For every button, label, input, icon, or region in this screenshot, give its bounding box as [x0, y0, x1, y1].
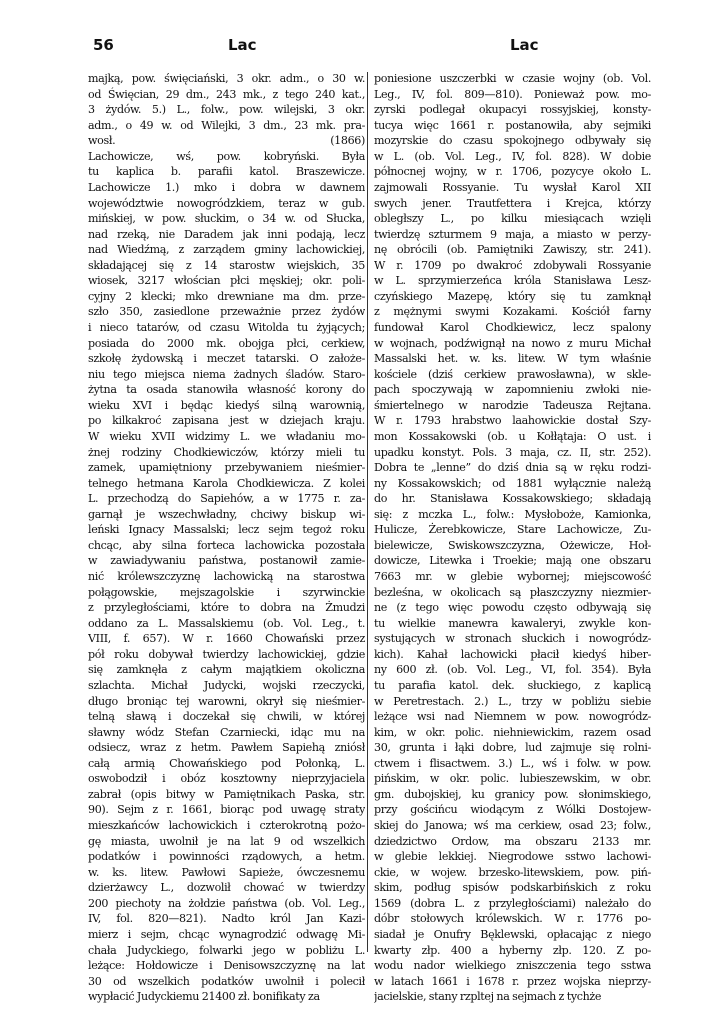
- text-line: nę obrócili (ob. Pamiętniki Zawiszy, str. 241).: [374, 243, 651, 257]
- text-line: szło 350, zasiedlone przeważnie przez żydów: [88, 305, 365, 319]
- text-line: jacielskie, stany rzpltej na sejmach z tychże: [374, 990, 602, 1004]
- text-line: pach spoczywają w zapomnieniu zwłoki nie-: [374, 383, 651, 397]
- text-line: pół roku dobywał twierdzy lachowickiej, gdzie: [88, 647, 365, 661]
- text-line: w zawiadywaniu państwa, postanowił zamie-: [88, 554, 365, 568]
- text-line: od Święcian, 29 dm., 243 mk., z tego 240 kat.,: [88, 87, 365, 101]
- text-line: północnej wojny, w r. 1706, pozycye około L.: [374, 165, 651, 179]
- text-line: IV, fol. 820—821). Nadto król Jan Kazi-: [88, 912, 365, 926]
- page-number: 56: [93, 36, 114, 54]
- text-line: bezleśna, w okolicach są płaszczyzny niezmier-: [374, 585, 651, 599]
- text-line: wiosek, 3217 włościan płci męskiej; okr. poli-: [88, 274, 365, 288]
- text-line: w Peretrestach. 2.) L., trzy w pobliżu siebie: [374, 694, 651, 708]
- text-line: bielewicze, Swiskowszczyzna, Ożewicze, Hoł-: [374, 538, 651, 552]
- text-line: swych jener. Trautfettera i Krejca, którzy: [374, 196, 651, 210]
- text-line: 90). Sejm z r. 1661, biorąc pod uwagę straty: [88, 803, 365, 817]
- text-line: siadał je Onufry Bęklewski, opłacając z niego: [374, 927, 651, 941]
- text-line: szlachta. Michał Judycki, wojski rzeczycki,: [88, 678, 365, 692]
- text-line: żytna ta osada stanowiła własność korony do: [88, 383, 365, 397]
- text-line: do hr. Stanisława Kossakowskiego; składają: [374, 492, 651, 506]
- text-line: i nieco tatarów, od czasu Witolda tu żyjących;: [88, 321, 365, 334]
- text-line: się zamknęła z całym majątkiem okoliczna: [88, 663, 365, 677]
- text-line: przy gościńcu wiodącym z Wólki Dostojew-: [374, 803, 651, 817]
- text-line: 7663 mr. w glebie wybornej; miejscowość: [374, 570, 651, 583]
- text-line: nić królewszczyznę lachowicką na starostwa: [88, 570, 365, 583]
- text-line: ckie, w wojew. brzesko-litewskiem, pow. piń-: [374, 865, 651, 879]
- text-line: w wojnach, podźwignął na nowo z muru Michał: [374, 336, 651, 350]
- text-line: skim, podług spisów podskarbińskich z roku: [374, 881, 651, 895]
- text-line: całą armią Chowańskiego pod Połonką, L.: [88, 756, 365, 770]
- text-line: po kilkakroć zapisana jest w dziejach kraju.: [88, 414, 365, 428]
- text-line: żnej rodziny Chodkiewiczów, którzy mieli tu: [88, 445, 365, 459]
- running-headword-left: Lac: [228, 36, 257, 54]
- text-line: Lachowicze 1.) mko i dobra w dawnem: [88, 180, 365, 194]
- text-line: 1569 (dobra L. z przyległościami) należało do: [374, 896, 651, 910]
- text-line: leński Ignacy Massalski; lecz sejm tegoż roku: [88, 523, 365, 537]
- text-line: nad rzeką, nie Daradem jak inni podają, lecz: [88, 227, 365, 241]
- text-line: wodu nador wielkiego zniszczenia tego sstwa: [374, 959, 651, 973]
- text-line: garnął je wszechwładny, chciwy biskup wi-: [88, 507, 365, 521]
- text-line: nad Wiedźmą, z zarządem gminy lachowickiej,: [88, 243, 365, 257]
- page-header: [0, 34, 720, 56]
- text-line: zajmowali Rossyanie. Tu wysłał Karol XII: [374, 180, 651, 194]
- text-line: ny Kossakowskich; od 1881 wyłącznie należą: [374, 476, 651, 490]
- text-line: Massalski het. w. ks. litew. W tym właśnie: [374, 352, 651, 366]
- text-line: upadku konstyt. Pols. 3 maja, cz. II, str. 252).: [374, 445, 651, 459]
- text-line: ctwem i flisactwem. 3.) L., wś i folw. w pow.: [374, 756, 651, 770]
- text-line: połągowskie, mejszagolskie i szyrwinckie: [88, 585, 365, 599]
- right-text-column: [374, 71, 651, 1005]
- text-line: telną sławą i doczekał się chwili, w której: [88, 710, 365, 724]
- running-headword-right: Lac: [510, 36, 539, 54]
- text-line: gm. dubojskiej, ku granicy pow. słonimskiego,: [374, 787, 651, 801]
- text-line: kwarty złp. 400 a hyberny złp. 120. Z po-: [374, 943, 651, 957]
- text-line: VIII, f. 657). W r. 1660 Chowański przez: [88, 632, 365, 646]
- text-line: telnego hetmana Karola Chodkiewicza. Z kolei: [88, 476, 365, 490]
- text-line: 30 od wszelkich podatków uwolnił i polecił: [88, 974, 365, 988]
- text-line: L. przechodzą do Sapiehów, a w 1775 r. za-: [88, 492, 365, 506]
- text-line: śmiertelnego w narodzie Tadeusza Rejtana.: [374, 398, 651, 412]
- text-line: oddano za L. Massalskiemu (ob. Vol. Leg., t.: [88, 616, 365, 630]
- text-line: się: z mczka L., folw.: Mysłoboże, Kamionka,: [374, 507, 651, 521]
- text-line: mieszkańców lachowickich i czterokrotną pożo-: [88, 819, 365, 832]
- text-line: mińskiej, w pow. słuckim, o 34 w. od Słucka,: [88, 212, 365, 226]
- text-line: w. ks. litew. Pawłowi Sapieże, ówczesnemu: [88, 865, 365, 879]
- text-line: w latach 1661 i 1678 r. przez wojska nieprzy-: [374, 974, 651, 988]
- text-line: tu kaplica b. parafii katol. Braszewicze.: [88, 165, 365, 179]
- text-line: posiada do 2000 mk. obojga płci, cerkiew,: [88, 336, 365, 350]
- text-line: tu parafia katol. dek. słuckiego, z kaplicą: [374, 678, 651, 692]
- text-line: leżące wsi nad Niemnem w pow. nowogródz-: [374, 710, 651, 724]
- text-line: czyńskiego Mazepę, który się tu zamknął: [374, 289, 651, 303]
- text-line: wieku XVI i będąc kiedyś silną warownią,: [88, 398, 365, 412]
- text-line: w L. (ob. Vol. Leg., IV, fol. 828). W dobie: [374, 149, 651, 163]
- text-line: 30, grunta i łąki dobre, lud zajmuje się rolni-: [374, 741, 651, 755]
- text-line: zamek, upamiętniony przebywaniem nieśmier-: [88, 461, 365, 475]
- text-line: 3 żydów. 5.) L., folw., pow. wilejski, 3 okr.: [88, 103, 365, 117]
- text-line: chała Judyckiego, folwarki jego w pobliżu L.: [88, 943, 365, 957]
- text-line: w glebie lekkiej. Niegrodowe sstwo lachowi-: [374, 850, 651, 864]
- text-line: mierz i sejm, chcąc wynagrodzić odwagę Mi-: [88, 927, 365, 941]
- text-line: leżące: Hołdowicze i Denisowszczyznę na lat: [88, 959, 365, 973]
- text-line: gę miasta, uwolnił je na lat 9 od wszelkich: [88, 834, 365, 848]
- text-line: z przyległościami, które to dobra na Żmudzi: [88, 601, 365, 615]
- text-line: odsiecz, wraz z hetm. Pawłem Sapiehą zniósł: [88, 741, 365, 755]
- text-line: oswobodził i obóz kosztowny nieprzyjaciela: [88, 772, 365, 786]
- text-line: W wieku XVII widzimy L. we władaniu mo-: [88, 429, 365, 443]
- text-line: Leg., IV, fol. 809—810). Ponieważ pow. mo-: [374, 87, 651, 101]
- text-line: Hulicze, Żerebkowicze, Stare Lachowicze, Zu-: [374, 523, 651, 537]
- text-line: wypłacić Judyckiemu 21400 zł. bonifikaty za: [88, 990, 320, 1004]
- text-line: długo broniąc tej warowni, okrył się nieśmier-: [88, 694, 365, 708]
- text-line: Lachowicze, wś, pow. kobryński. Była: [88, 149, 365, 163]
- text-line: skiej do Janowa; wś ma cerkiew, osad 23; folw.,: [374, 819, 651, 832]
- text-line: ne (z tego więc powodu często odbywają się: [374, 601, 651, 615]
- text-line: zyrski podlegał okupacyi rossyjskiej, konsty-: [374, 103, 651, 117]
- text-line: dowicze, Litewka i Troekie; mają one obszaru: [374, 554, 651, 568]
- text-line: kich). Kahał lachowicki płacił kiedyś hiber-: [374, 647, 651, 661]
- text-line: chcąc, aby silna forteca lachowicka pozostała: [88, 538, 365, 552]
- text-line: W r. 1709 po dwakroć zdobywali Rossyanie: [374, 258, 651, 272]
- text-line: systujących w stronach słuckich i nowogródz-: [374, 632, 651, 646]
- text-line: sławny wódz Stefan Czarniecki, idąc mu na: [88, 725, 365, 739]
- text-line: twierdzę szturmem 9 maja, a miasto w perzy-: [374, 227, 651, 241]
- text-line: w L. sprzymierzeńca króla Stanisława Lesz-: [374, 274, 651, 288]
- text-line: kim, w okr. polic. niehniewickim, razem osad: [374, 725, 651, 739]
- text-line: cyjny 2 klecki; mko drewniane ma dm. prze-: [88, 289, 365, 303]
- text-line: pińskim, w okr. polic. lubieszewskim, w obr.: [374, 772, 651, 786]
- text-line: podatków i powinności rządowych, a hetm.: [88, 850, 365, 864]
- text-line: województwie nowogródzkiem, teraz w gub.: [88, 196, 365, 210]
- text-line: mon Kossakowski (ob. u Kołłątaja: O ust. i: [374, 429, 651, 443]
- text-line: majką, pow. święciański, 3 okr. adm., o 30 w.: [88, 72, 365, 85]
- text-line: 200 piechoty na żołdzie państwa (ob. Vol. Leg.,: [88, 896, 365, 910]
- text-line: składającej się z 14 starostw wiejskich, 35: [88, 258, 365, 272]
- text-line: Dobra te „lenne” do dziś dnia są w ręku rodzi-: [374, 461, 651, 475]
- text-line: wosł. (1866): [88, 134, 365, 148]
- text-line: mozyrskie do czasu spokojnego odbywały się: [374, 134, 651, 148]
- text-line: szkołę żydowską i meczet tatarski. O założe-: [88, 352, 365, 366]
- text-line: tu wielkie manewra kawaleryi, zwykle kon-: [374, 616, 651, 630]
- column-divider: [367, 72, 368, 952]
- text-line: adm., o 49 w. od Wilejki, 3 dm., 23 mk. pra-: [88, 118, 365, 132]
- text-line: dóbr stołowych królewskich. W r. 1776 po-: [374, 912, 651, 926]
- text-line: niu tego miejsca niema żadnych śladów. Staro-: [88, 367, 365, 381]
- text-line: dzierżawcy L., dozwolił chować w twierdzy: [88, 881, 365, 895]
- text-line: fundował Karol Chodkiewicz, lecz spalony: [374, 321, 651, 334]
- text-line: kościele (dziś cerkiew prawosławna), w sklе-: [374, 367, 651, 381]
- text-line: ny 600 zł. (ob. Vol. Leg., VI, fol. 354). Była: [374, 663, 651, 677]
- text-line: z mężnymi swymi Kozakami. Kościół farny: [374, 305, 651, 319]
- text-line: obległszy L., po kilku miesiącach wzięli: [374, 212, 651, 226]
- text-line: zabrał (opis bitwy w Pamiętnikach Paska, str.: [88, 787, 365, 801]
- text-line: tucya więc 1661 r. postanowiła, aby sejmiki: [374, 118, 651, 132]
- left-text-column: [88, 71, 365, 1005]
- text-line: dziedzictwo Ordow, ma obszaru 2133 mr.: [374, 834, 651, 848]
- text-line: W r. 1793 hrabstwo laahowickie dostał Szy-: [374, 414, 651, 428]
- text-line: poniesione uszczerbki w czasie wojny (ob. Vol.: [374, 72, 651, 85]
